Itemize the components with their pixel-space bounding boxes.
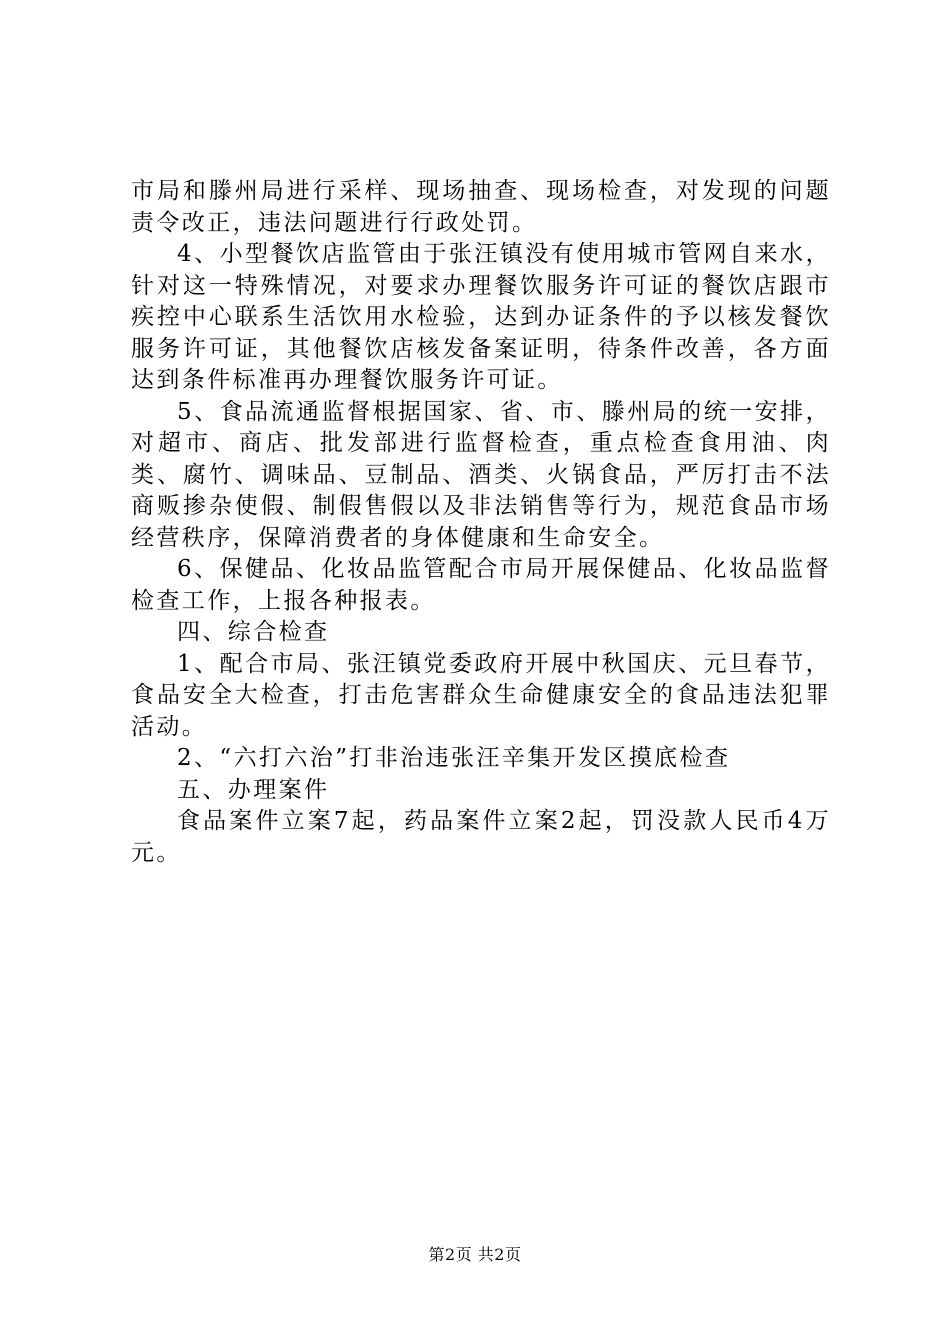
paragraph: 4、小型餐饮店监管由于张汪镇没有使用城市管网自来水，针对这一特殊情况，对要求办理餐饮服务许可证的餐饮店跟市疾控中心联系生活饮用水检验，达到办证条件的予以核发餐饮服务许可证，其他餐饮店核发备案证明，待条件改善，各方面达到条件标准再办理餐饮服务许可证。 xyxy=(131,241,831,393)
paragraph: 1、配合市局、张汪镇党委政府开展中秋国庆、元旦春节，食品安全大检查，打击危害群众生命健康安全的食品违法犯罪活动。 xyxy=(131,650,831,740)
page-footer: 第2页 共2页 xyxy=(428,1245,522,1264)
document-body xyxy=(131,176,831,869)
paragraph: 食品案件立案7起，药品案件立案2起，罚没款人民币4万元。 xyxy=(131,808,831,866)
paragraph: 6、保健品、化妆品监管配合市局开展保健品、化妆品监督检查工作，上报各种报表。 xyxy=(131,556,831,614)
section-heading: 五、办理案件 xyxy=(177,776,330,803)
section-heading: 四、综合检查 xyxy=(177,619,330,645)
paragraph: 市局和滕州局进行采样、现场抽查、现场检查，对发现的问题责令改正，违法问题进行行政处罚。 xyxy=(131,178,831,236)
paragraph: 2、“六打六治”打非治违张汪辛集开发区摸底检查 xyxy=(177,745,731,771)
paragraph: 5、食品流通监督根据国家、省、市、滕州局的统一安排，对超市、商店、批发部进行监督检查，重点检查食用油、肉类、腐竹、调味品、豆制品、酒类、火锅食品，严厉打击不法商贩掺杂使假、制假售假以及非法销售等行为，规范食品市场经营秩序，保障消费者的身体健康和生命安全。 xyxy=(131,398,831,551)
